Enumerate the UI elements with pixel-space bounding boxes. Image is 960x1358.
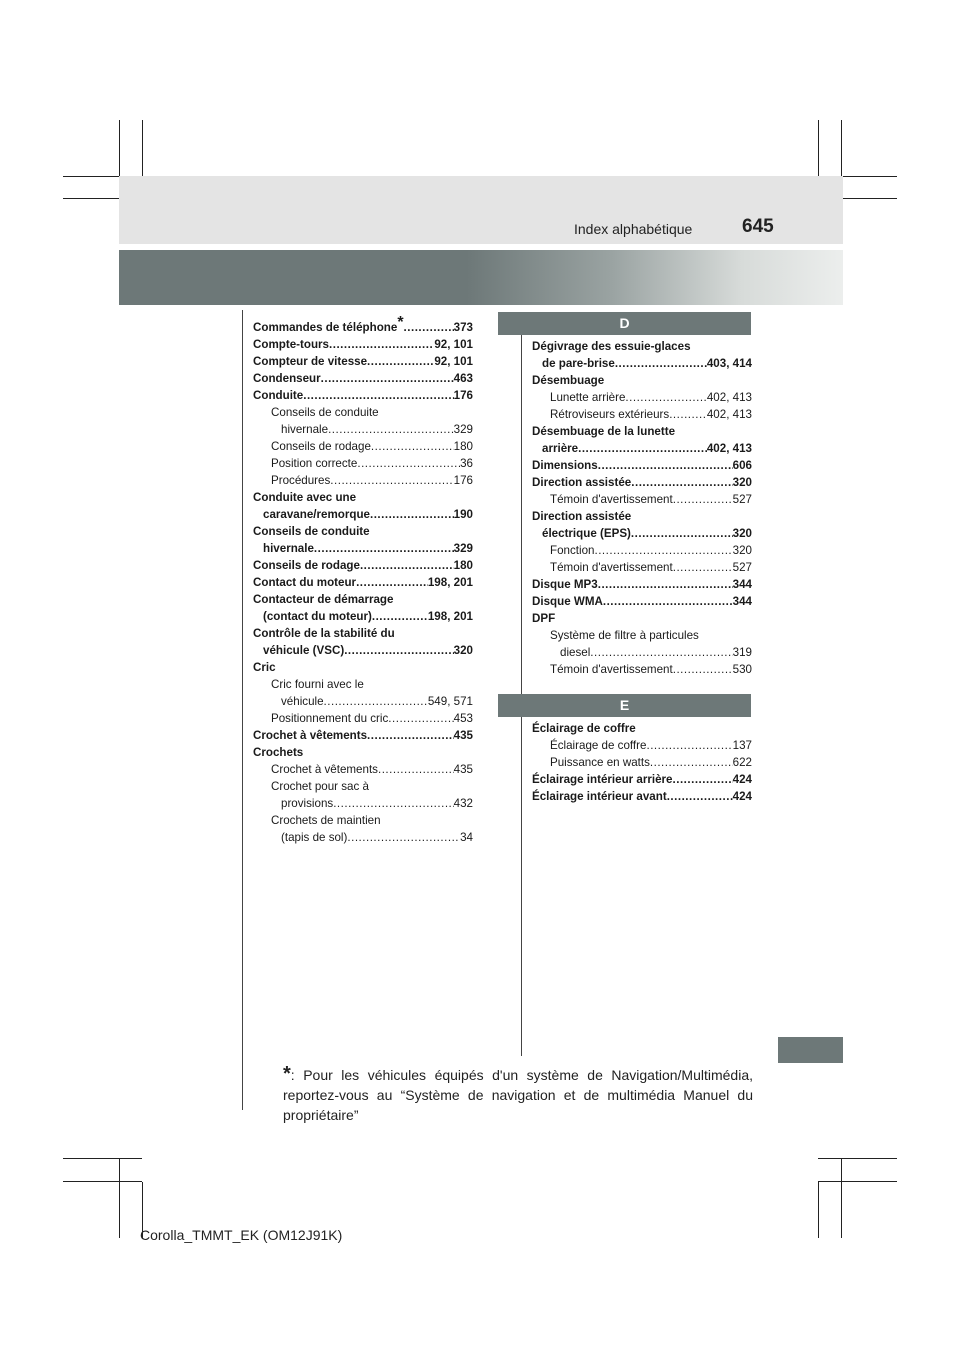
leader-dots bbox=[673, 559, 733, 576]
leader-dots bbox=[631, 525, 733, 542]
index-entry-label: Crochet à vêtements bbox=[271, 763, 378, 776]
index-entry-label: Crochet à vêtements bbox=[253, 729, 368, 742]
index-entry bbox=[532, 559, 752, 576]
index-entry bbox=[253, 829, 473, 846]
index-entry-label: Contrôle de la stabilité du bbox=[253, 627, 395, 640]
index-entry-pages[interactable]: 180 bbox=[453, 559, 473, 572]
index-entry bbox=[253, 761, 473, 778]
index-entry bbox=[253, 676, 473, 693]
index-entry-label: Direction assistée bbox=[532, 510, 632, 523]
index-entry bbox=[532, 389, 752, 406]
index-entry bbox=[532, 491, 752, 508]
index-entry-label: véhicule (VSC) bbox=[263, 644, 345, 657]
index-entry-pages[interactable]: 530 bbox=[732, 663, 752, 676]
index-entry bbox=[253, 336, 473, 353]
index-entry bbox=[532, 576, 752, 593]
index-entry bbox=[253, 625, 473, 642]
index-entry bbox=[532, 593, 752, 610]
index-entry bbox=[532, 771, 752, 788]
index-entry bbox=[253, 387, 473, 404]
index-entry bbox=[253, 404, 473, 421]
leader-dots bbox=[330, 472, 453, 489]
index-entry-pages[interactable]: 320 bbox=[732, 544, 752, 557]
index-entry-label: véhicule bbox=[281, 695, 324, 708]
index-entry bbox=[253, 659, 473, 676]
index-entry-label: Commandes de téléphone bbox=[253, 321, 398, 334]
index-entry-label: Témoin d'avertissement bbox=[550, 561, 673, 574]
index-entry-label: Puissance en watts bbox=[550, 756, 650, 769]
index-entry bbox=[532, 355, 752, 372]
index-entry bbox=[532, 754, 752, 771]
index-entry-label: Témoin d'avertissement bbox=[550, 493, 673, 506]
index-entry bbox=[253, 472, 473, 489]
index-entry bbox=[532, 644, 752, 661]
index-entry bbox=[253, 795, 473, 812]
index-entry bbox=[253, 608, 473, 625]
index-entry bbox=[532, 508, 752, 525]
index-entry-label: diesel bbox=[560, 646, 591, 659]
index-entry-label: Compteur de vitesse bbox=[253, 355, 368, 368]
index-entry bbox=[253, 727, 473, 744]
leader-dots bbox=[324, 693, 428, 710]
index-entry-label: caravane/remorque bbox=[263, 508, 370, 521]
index-entry-label: Crochet pour sac à bbox=[271, 780, 369, 793]
index-entry-pages[interactable]: 92, 101 bbox=[434, 355, 473, 368]
leader-dots bbox=[328, 421, 454, 438]
index-entry-pages[interactable]: 402, 413 bbox=[706, 442, 752, 455]
index-entry-pages[interactable]: 176 bbox=[453, 474, 473, 487]
index-entry-pages[interactable]: 527 bbox=[732, 561, 752, 574]
index-entry bbox=[532, 474, 752, 491]
index-entry-label: hivernale bbox=[281, 423, 329, 436]
index-entry bbox=[253, 591, 473, 608]
index-entry bbox=[532, 542, 752, 559]
leader-dots bbox=[603, 593, 733, 610]
index-entry-pages[interactable]: 92, 101 bbox=[434, 338, 473, 351]
leader-dots bbox=[329, 336, 434, 353]
index-entry-pages[interactable]: 329 bbox=[453, 423, 473, 436]
header-gradient-band bbox=[119, 250, 843, 305]
index-entry-label: Disque WMA bbox=[532, 595, 603, 608]
index-entry-label: Disque MP3 bbox=[532, 578, 598, 591]
index-entry bbox=[253, 693, 473, 710]
index-entry bbox=[532, 406, 752, 423]
index-entry bbox=[253, 574, 473, 591]
index-entry-pages[interactable]: 402, 413 bbox=[706, 408, 752, 421]
index-entry-pages[interactable]: 435 bbox=[453, 763, 473, 776]
index-entry-label: DPF bbox=[532, 612, 556, 625]
leader-dots bbox=[590, 644, 732, 661]
index-entry-pages[interactable]: 402, 413 bbox=[706, 391, 752, 404]
leader-dots bbox=[615, 355, 707, 372]
index-entry-pages[interactable]: 424 bbox=[732, 773, 752, 786]
index-entry-pages[interactable]: 198, 201 bbox=[427, 610, 473, 623]
leader-dots bbox=[356, 574, 428, 591]
leader-dots bbox=[372, 608, 428, 625]
index-entry-label: Système de filtre à particules bbox=[550, 629, 699, 642]
index-entry-pages[interactable]: 137 bbox=[732, 739, 752, 752]
index-entry-label: hivernale bbox=[263, 542, 314, 555]
index-entry-label: Crochets de maintien bbox=[271, 814, 381, 827]
index-entry-pages[interactable]: 190 bbox=[453, 508, 473, 521]
crop-mark bbox=[119, 1158, 120, 1238]
index-entry-label: Cric bbox=[253, 661, 276, 674]
leader-dots bbox=[367, 727, 454, 744]
index-entry-label: Désembuage de la lunette bbox=[532, 425, 676, 438]
crop-mark bbox=[818, 1158, 897, 1159]
index-entry-pages[interactable]: 549, 571 bbox=[427, 695, 473, 708]
index-entry bbox=[253, 353, 473, 370]
index-entry-label: Éclairage de coffre bbox=[550, 739, 647, 752]
index-entry-pages[interactable]: 320 bbox=[732, 476, 752, 489]
leader-dots bbox=[347, 829, 460, 846]
index-entry-pages[interactable]: 622 bbox=[732, 756, 752, 769]
leader-dots bbox=[673, 491, 733, 508]
index-entry-label: (tapis de sol) bbox=[281, 831, 348, 844]
index-entry-pages[interactable]: 435 bbox=[453, 729, 473, 742]
section-header-e: E bbox=[498, 694, 751, 717]
index-entry-label: Témoin d'avertissement bbox=[550, 663, 673, 676]
index-entry-pages[interactable]: 198, 201 bbox=[427, 576, 473, 589]
leader-dots bbox=[673, 771, 733, 788]
leader-dots bbox=[578, 440, 707, 457]
footnote-text: : Pour les véhicules équipés d'un système de Navigation/Multimédia, reportez-vous au “Système de navigation et de multimédia Manuel du propriétaire” bbox=[283, 1067, 753, 1123]
leader-dots bbox=[598, 576, 733, 593]
index-column-d bbox=[532, 338, 752, 678]
index-entry bbox=[253, 523, 473, 540]
index-entry bbox=[532, 457, 752, 474]
index-entry-label: Cric fourni avec le bbox=[271, 678, 364, 691]
index-entry bbox=[253, 421, 473, 438]
index-entry bbox=[253, 455, 473, 472]
index-entry bbox=[253, 506, 473, 523]
index-entry-pages[interactable]: 424 bbox=[732, 790, 752, 803]
index-entry bbox=[253, 710, 473, 727]
index-entry-label: Conseils de rodage bbox=[271, 440, 371, 453]
leader-dots bbox=[321, 370, 454, 387]
index-entry-label: Condenseur bbox=[253, 372, 321, 385]
index-entry-pages[interactable]: 319 bbox=[732, 646, 752, 659]
index-entry-label: Position correcte bbox=[271, 457, 358, 470]
index-entry bbox=[532, 525, 752, 542]
crop-mark bbox=[63, 1158, 142, 1159]
index-entry-label: arrière bbox=[542, 442, 579, 455]
index-entry bbox=[253, 778, 473, 795]
index-entry-label: Conseils de conduite bbox=[271, 406, 379, 419]
index-entry-label: Contacteur de démarrage bbox=[253, 593, 394, 606]
leader-dots bbox=[371, 438, 454, 455]
leader-dots bbox=[404, 319, 454, 336]
leader-dots bbox=[360, 557, 454, 574]
index-entry-pages[interactable]: 463 bbox=[453, 372, 473, 385]
leader-dots bbox=[631, 474, 732, 491]
index-entry-label: (contact du moteur) bbox=[263, 610, 372, 623]
leader-dots bbox=[667, 788, 733, 805]
crop-mark bbox=[841, 1158, 842, 1238]
leader-dots bbox=[344, 642, 453, 659]
index-entry-label: Conduite avec une bbox=[253, 491, 357, 504]
index-entry-label: Conseils de conduite bbox=[253, 525, 370, 538]
index-column-e bbox=[532, 720, 752, 805]
index-entry-pages[interactable]: 320 bbox=[732, 527, 752, 540]
index-entry-pages[interactable]: 320 bbox=[453, 644, 473, 657]
section-header-d: D bbox=[498, 312, 751, 335]
leader-dots bbox=[598, 457, 733, 474]
index-entry-pages[interactable]: 432 bbox=[453, 797, 473, 810]
index-entry-label: Positionnement du cric bbox=[271, 712, 389, 725]
index-entry-pages[interactable]: 453 bbox=[453, 712, 473, 725]
index-entry-label: Conseils de rodage bbox=[253, 559, 360, 572]
index-entry bbox=[253, 540, 473, 557]
leader-dots bbox=[388, 710, 453, 727]
thumb-tab-marker bbox=[778, 1037, 843, 1063]
index-entry-pages[interactable]: 34 bbox=[460, 831, 473, 844]
index-entry bbox=[532, 737, 752, 754]
index-entry bbox=[253, 642, 473, 659]
leader-dots bbox=[333, 795, 453, 812]
index-entry bbox=[253, 370, 473, 387]
left-margin-rule bbox=[242, 310, 243, 1110]
index-entry-label: Éclairage de coffre bbox=[532, 722, 636, 735]
index-entry-label: Désembuage bbox=[532, 374, 605, 387]
index-entry-label: Direction assistée bbox=[532, 476, 632, 489]
leader-dots bbox=[378, 761, 454, 778]
index-entry-label: électrique (EPS) bbox=[542, 527, 631, 540]
index-entry bbox=[532, 440, 752, 457]
index-entry-pages[interactable]: 344 bbox=[732, 578, 752, 591]
index-entry-label: provisions bbox=[281, 797, 334, 810]
index-entry bbox=[532, 423, 752, 440]
index-entry-label: Procédures bbox=[271, 474, 331, 487]
index-entry-label: Éclairage intérieur avant bbox=[532, 790, 667, 803]
index-entry-pages[interactable]: 329 bbox=[453, 542, 473, 555]
footnote-marker: * bbox=[397, 314, 404, 331]
index-entry-label: Crochets bbox=[253, 746, 304, 759]
leader-dots bbox=[594, 542, 732, 559]
index-entry bbox=[253, 438, 473, 455]
leader-dots bbox=[650, 754, 733, 771]
index-entry-label: Dégivrage des essuie-glaces bbox=[532, 340, 691, 353]
index-entry bbox=[532, 610, 752, 627]
index-entry-label: Conduite bbox=[253, 389, 304, 402]
index-column-left bbox=[253, 314, 473, 846]
index-entry-label: Contact du moteur bbox=[253, 576, 357, 589]
index-entry bbox=[253, 744, 473, 761]
document-id: Corolla_TMMT_EK (OM12J91K) bbox=[140, 1227, 343, 1243]
index-entry-pages[interactable]: 403, 414 bbox=[706, 357, 752, 370]
index-entry bbox=[532, 788, 752, 805]
index-entry-pages[interactable]: 373 bbox=[453, 321, 473, 334]
index-entry bbox=[532, 338, 752, 355]
header-title: Index alphabétique bbox=[574, 221, 693, 237]
leader-dots bbox=[367, 353, 434, 370]
crop-mark bbox=[818, 1181, 897, 1182]
index-entry-label: Rétroviseurs extérieurs bbox=[550, 408, 670, 421]
index-entry-label: de pare-brise bbox=[542, 357, 615, 370]
index-entry-label: Dimensions bbox=[532, 459, 598, 472]
index-entry bbox=[253, 314, 473, 336]
index-entry bbox=[532, 720, 752, 737]
index-entry-pages[interactable]: 606 bbox=[732, 459, 752, 472]
crop-mark bbox=[63, 1181, 142, 1182]
index-entry-pages[interactable]: 36 bbox=[460, 457, 473, 470]
footnote-asterisk: * bbox=[283, 1063, 291, 1085]
crop-mark bbox=[818, 1182, 819, 1238]
leader-dots bbox=[625, 389, 706, 406]
header-band bbox=[119, 176, 843, 244]
index-entry bbox=[532, 372, 752, 389]
index-entry-label: Éclairage intérieur arrière bbox=[532, 773, 673, 786]
page-number: 645 bbox=[742, 216, 774, 237]
leader-dots bbox=[669, 406, 707, 423]
leader-dots bbox=[646, 737, 732, 754]
leader-dots bbox=[357, 455, 460, 472]
leader-dots bbox=[370, 506, 454, 523]
index-entry-label: Compte-tours bbox=[253, 338, 329, 351]
index-entry bbox=[532, 661, 752, 678]
index-entry-label: Fonction bbox=[550, 544, 595, 557]
index-entry bbox=[253, 489, 473, 506]
leader-dots bbox=[303, 387, 453, 404]
index-entry bbox=[253, 812, 473, 829]
index-entry-pages[interactable]: 180 bbox=[453, 440, 473, 453]
column-divider bbox=[521, 330, 522, 1056]
leader-dots bbox=[314, 540, 454, 557]
index-entry-pages[interactable]: 344 bbox=[732, 595, 752, 608]
leader-dots bbox=[673, 661, 733, 678]
index-entry bbox=[532, 627, 752, 644]
footnote bbox=[283, 1064, 753, 1125]
index-entry-pages[interactable]: 176 bbox=[453, 389, 473, 402]
index-entry bbox=[253, 557, 473, 574]
index-entry-pages[interactable]: 527 bbox=[732, 493, 752, 506]
index-entry-label: Lunette arrière bbox=[550, 391, 626, 404]
